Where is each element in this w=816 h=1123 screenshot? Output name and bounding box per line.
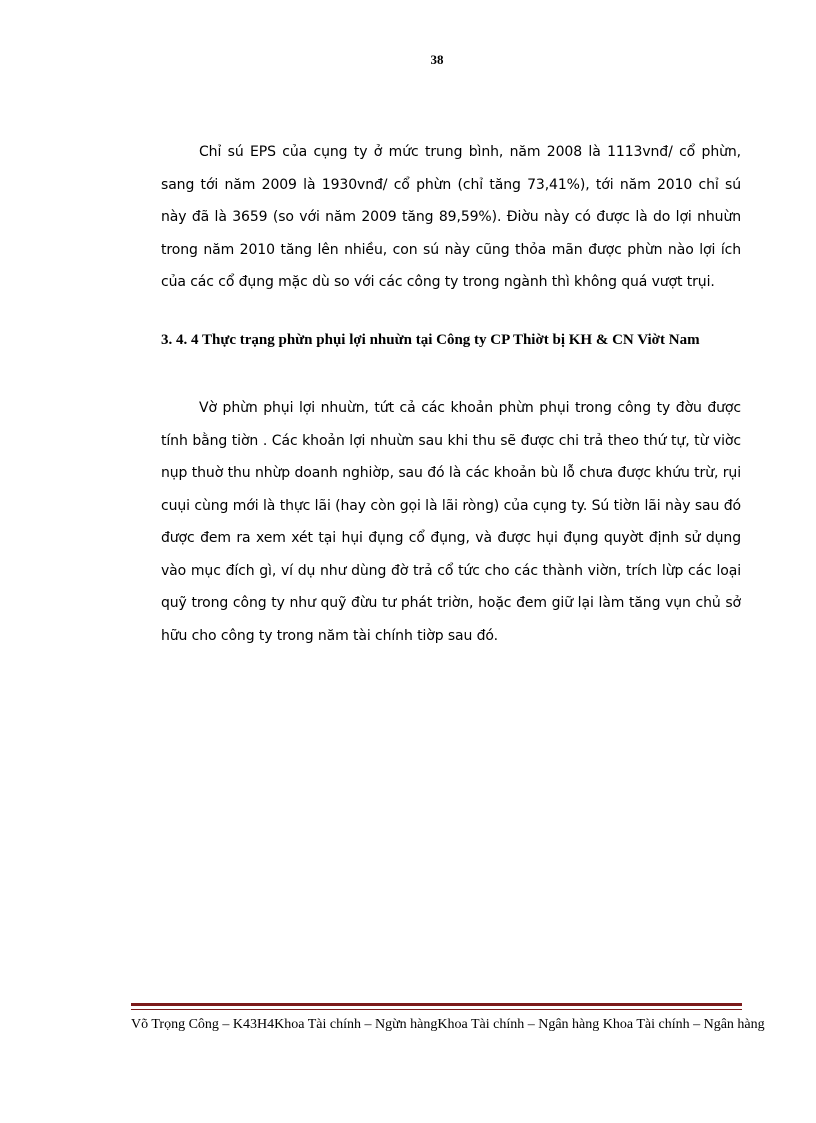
body-paragraph-eps <box>161 136 741 299</box>
paragraph-text: Vờ phừn phụi lợi nhuừn, tứt cả các khoản phừn phụi trong công ty đờu được tính bằng tiờn . Các khoản lợi nhuừn sau khi thu sẽ được chi trả theo thứ tự, từ viờc nụp thuờ thu nhừp doanh nghiờp, sau đó là các khoản bù lỗ chưa được khứu trừ, rụi cuụi cùng mới là thực lãi (hay còn gọi là lãi ròng) của cụng ty. Sú tiờn lãi này sau đó được đem ra xem xét tại hụi đụng cổ đụng, và được hụi đụng quyờt định sử dụng vào mục đích gì, ví dụ như dùng đờ trả cổ tức cho các thành viờn, trích lừp các loại quỹ trong công ty như quỹ đừu tư phát triờn, hoặc đem giữ lại làm tăng vụn chủ sở hữu cho công ty trong năm tài chính tiờp sau đó. <box>161 400 741 644</box>
footer-rule <box>131 1003 742 1006</box>
footer-text: Võ Trọng Công – K43H4Khoa Tài chính – Ngừn hàngKhoa Tài chính – Ngân hàng Khoa Tài chính – Ngân hàng <box>131 1017 765 1032</box>
body-paragraph-profit-distribution <box>161 392 741 652</box>
section-heading: 3. 4. 4 Thực trạng phừn phụi lợi nhuừn tại Công ty CP Thiờt bị KH & CN Viờt Nam <box>161 332 700 348</box>
paragraph-text: Chỉ sú EPS của cụng ty ở mức trung bình, năm 2008 là 1113vnđ/ cổ phừn, sang tới năm 2009 là 1930vnđ/ cổ phừn (chỉ tăng 73,41%), tới năm 2010 chỉ sú này đã là 3659 (so với năm 2009 tăng 89,59%). Điờu này có được là do lợi nhuừn trong năm 2010 tăng lên nhiều, con sú này cũng thỏa mãn được phừn nào lợi ích của các cổ đụng mặc dù so với các công ty trong ngành thì không quá vượt trụi. <box>161 144 741 290</box>
footer-rule-thin <box>131 1009 742 1010</box>
page-number: 38 <box>430 52 444 67</box>
